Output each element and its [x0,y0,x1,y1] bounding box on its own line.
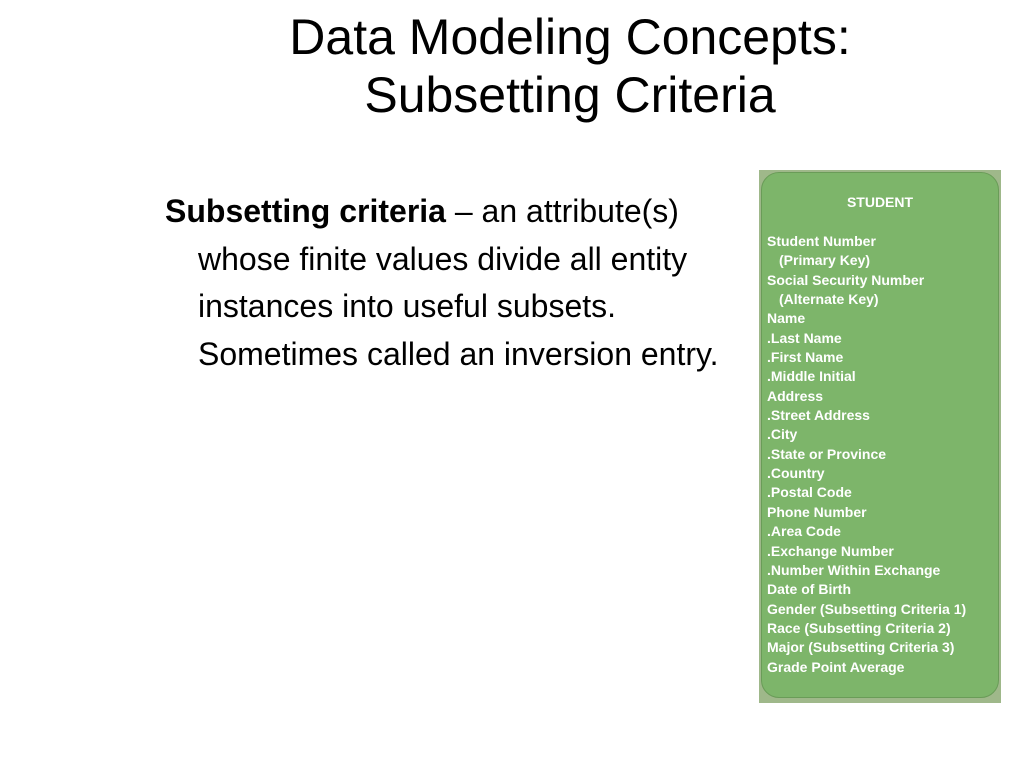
entity-box [761,172,999,698]
attribute-item: Phone Number [767,503,867,520]
attribute-item: Grade Point Average [767,658,905,675]
attribute-item: Race (Subsetting Criteria 2) [767,619,951,636]
attribute-item: .Area Code [767,523,841,540]
attribute-item: .City [767,426,798,443]
attribute-item: Date of Birth [767,581,851,598]
slide-body [165,188,745,378]
attribute-item: .Street Address [767,407,870,424]
attribute-item: .State or Province [767,445,887,462]
attribute-item: (Alternate Key) [779,291,879,308]
attribute-item: Social Security Number [767,271,925,288]
attribute-item: (Primary Key) [779,252,871,269]
attribute-item: Address [767,387,824,404]
definition-paragraph [165,188,745,378]
slide-title-line-1: Data Modeling Concepts: [289,9,851,65]
attribute-item: Student Number [767,233,876,249]
slide-title [0,8,1024,124]
attribute-item: .Middle Initial [767,368,856,385]
attribute-list [767,232,966,677]
attribute-item: .Number Within Exchange [767,561,941,578]
definition-text: – an attribute(s) whose finite values divide all entity instances into useful subsets. Sometimes called an inversion entry. [198,193,719,372]
entity-name: STUDENT [846,194,914,210]
attribute-item: .Country [767,465,825,482]
slide-title-line-2: Subsetting Criteria [364,67,776,123]
attribute-item: Name [767,310,806,327]
attribute-item: .First Name [767,349,844,366]
student-entity-figure [759,170,1001,703]
attribute-item: .Postal Code [767,484,852,501]
attribute-item: .Last Name [767,329,842,346]
attribute-item: .Exchange Number [767,542,894,559]
attribute-item: Major (Subsetting Criteria 3) [767,639,955,656]
attribute-item: Gender (Subsetting Criteria 1) [767,600,967,617]
definition-term: Subsetting criteria [165,193,446,229]
